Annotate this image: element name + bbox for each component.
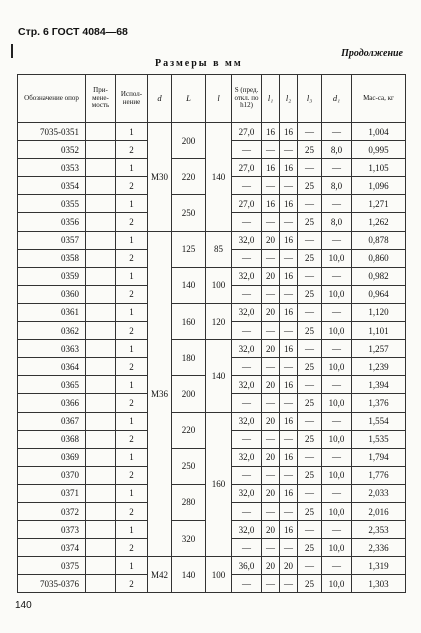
cell-l1: — [262,213,280,231]
cell-version: 1 [116,557,148,575]
cell-version: 1 [116,484,148,502]
cell-l3: 25 [298,539,322,557]
cell-mass: 1,794 [352,448,406,466]
cell-l2: 16 [280,521,298,539]
table-body [18,123,406,593]
cell-d1: 10,0 [322,285,352,303]
cell-l2: 16 [280,195,298,213]
cell-l3: — [298,448,322,466]
cell-l1: — [262,502,280,520]
cell-L-group: 200 [172,376,206,412]
cell-S: — [232,213,262,231]
cell-applicability [86,267,116,285]
cell-designation: 0370 [18,466,86,484]
cell-l3: — [298,557,322,575]
cell-applicability [86,575,116,593]
cell-l1: — [262,322,280,340]
cell-applicability [86,213,116,231]
cell-mass: 1,004 [352,123,406,141]
header-d: d [148,75,172,123]
cell-l1: 16 [262,159,280,177]
cell-d1: 10,0 [322,358,352,376]
cell-L-group: 250 [172,195,206,231]
cell-mass: 2,016 [352,502,406,520]
cell-designation: 0368 [18,430,86,448]
cell-S: 27,0 [232,123,262,141]
cell-l3: — [298,267,322,285]
cell-l1: — [262,430,280,448]
cell-d1: 10,0 [322,575,352,593]
cell-S: — [232,575,262,593]
cell-l1: 20 [262,376,280,394]
cell-applicability [86,322,116,340]
header-l1: l₁ [262,75,280,123]
cell-l3: 25 [298,394,322,412]
cell-S: 32,0 [232,231,262,249]
cell-applicability [86,141,116,159]
cell-l-group: 120 [206,303,232,339]
cell-version: 1 [116,521,148,539]
cell-S: — [232,539,262,557]
cell-designation: 0362 [18,322,86,340]
cell-l-group: 140 [206,123,232,232]
cell-designation: 0354 [18,177,86,195]
cell-applicability [86,249,116,267]
cell-d-group: M36 [148,231,172,557]
cell-applicability [86,340,116,358]
cell-l2: — [280,466,298,484]
cell-d1: — [322,303,352,321]
cell-S: — [232,358,262,376]
cell-l-group: 140 [206,340,232,412]
table-row [18,123,406,141]
cell-l3: 25 [298,322,322,340]
cell-d1: — [322,231,352,249]
cell-l3: — [298,231,322,249]
cell-applicability [86,448,116,466]
cell-applicability [86,484,116,502]
cell-mass: 2,353 [352,521,406,539]
cell-l1: — [262,285,280,303]
cell-S: — [232,466,262,484]
cell-l3: 25 [298,141,322,159]
cell-version: 2 [116,502,148,520]
cell-L-group: 140 [172,267,206,303]
cell-l2: — [280,358,298,376]
cell-l3: — [298,521,322,539]
cell-version: 2 [116,575,148,593]
cell-l-group: 100 [206,557,232,593]
cell-designation: 0367 [18,412,86,430]
cell-L-group: 125 [172,231,206,267]
cell-l1: — [262,249,280,267]
cell-version: 2 [116,213,148,231]
cell-l2: — [280,539,298,557]
cell-applicability [86,412,116,430]
cell-l-group: 100 [206,267,232,303]
cell-l1: — [262,539,280,557]
cell-applicability [86,285,116,303]
cell-designation: 0364 [18,358,86,376]
cell-mass: 1,554 [352,412,406,430]
cell-version: 1 [116,267,148,285]
cell-version: 1 [116,340,148,358]
cell-version: 2 [116,249,148,267]
cell-mass: 1,376 [352,394,406,412]
cell-S: 32,0 [232,267,262,285]
cell-l1: — [262,358,280,376]
cell-L-group: 220 [172,159,206,195]
cell-l2: 16 [280,123,298,141]
cell-designation: 0361 [18,303,86,321]
cell-version: 1 [116,159,148,177]
cell-version: 1 [116,376,148,394]
cell-l1: 20 [262,303,280,321]
cell-mass: 1,239 [352,358,406,376]
cell-mass: 1,394 [352,376,406,394]
cell-l1: 20 [262,484,280,502]
cell-l3: 25 [298,213,322,231]
cell-designation: 0369 [18,448,86,466]
cell-l3: 25 [298,430,322,448]
cell-mass: 1,257 [352,340,406,358]
table-row [18,267,406,285]
cell-mass: 2,033 [352,484,406,502]
cell-designation: 0359 [18,267,86,285]
cell-applicability [86,159,116,177]
cell-S: 32,0 [232,484,262,502]
cell-mass: 2,336 [352,539,406,557]
cell-designation: 7035-0351 [18,123,86,141]
cell-d1: 10,0 [322,394,352,412]
table-row [18,231,406,249]
cell-l3: 25 [298,502,322,520]
cell-L-group: 280 [172,484,206,520]
cell-version: 1 [116,195,148,213]
header-mass: Мас-са, кг [352,75,406,123]
cell-l2: 16 [280,267,298,285]
cell-l3: — [298,340,322,358]
cell-l2: — [280,141,298,159]
cell-S: 32,0 [232,376,262,394]
cell-designation: 0375 [18,557,86,575]
cell-d1: 8,0 [322,213,352,231]
cell-L-group: 140 [172,557,206,593]
cell-l2: 16 [280,231,298,249]
header-designation: Обозначение опор [18,75,86,123]
continuation-label: Продолжение [341,48,403,59]
cell-l2: — [280,249,298,267]
cell-S: 32,0 [232,412,262,430]
cell-version: 1 [116,231,148,249]
header-version: Испол-нение [116,75,148,123]
cell-l3: 25 [298,575,322,593]
cell-d1: 10,0 [322,466,352,484]
cell-applicability [86,358,116,376]
cell-version: 2 [116,394,148,412]
cell-version: 2 [116,322,148,340]
cell-S: 32,0 [232,448,262,466]
cell-applicability [86,430,116,448]
cell-S: — [232,502,262,520]
cell-mass: 1,271 [352,195,406,213]
cell-S: — [232,285,262,303]
cell-d1: 8,0 [322,141,352,159]
cell-l1: 20 [262,412,280,430]
cell-applicability [86,195,116,213]
header-l2: l₂ [280,75,298,123]
cell-designation: 0360 [18,285,86,303]
cell-applicability [86,557,116,575]
cell-L-group: 200 [172,123,206,159]
cell-designation: 0352 [18,141,86,159]
cell-applicability [86,177,116,195]
cell-l1: 20 [262,557,280,575]
cell-applicability [86,502,116,520]
header-L: L [172,75,206,123]
cell-mass: 1,105 [352,159,406,177]
cell-mass: 1,776 [352,466,406,484]
table-row [18,340,406,358]
cell-S: 32,0 [232,521,262,539]
header-l: l [206,75,232,123]
cell-designation: 0363 [18,340,86,358]
cell-l2: 16 [280,412,298,430]
cell-designation: 0358 [18,249,86,267]
cell-version: 2 [116,430,148,448]
cell-mass: 1,120 [352,303,406,321]
cell-version: 1 [116,303,148,321]
cell-d1: 10,0 [322,430,352,448]
cell-version: 2 [116,358,148,376]
cell-S: 32,0 [232,340,262,358]
page-number: 140 [15,600,32,611]
cell-applicability [86,123,116,141]
cell-l2: 16 [280,376,298,394]
cell-mass: 1,303 [352,575,406,593]
cell-mass: 1,101 [352,322,406,340]
table-title: Размеры в мм [155,58,243,69]
cell-l2: 20 [280,557,298,575]
cell-l1: — [262,575,280,593]
cell-applicability [86,376,116,394]
table-row [18,557,406,575]
cell-d1: 10,0 [322,249,352,267]
cell-l3: — [298,195,322,213]
cell-l1: 16 [262,195,280,213]
cell-l1: — [262,177,280,195]
cell-d1: — [322,412,352,430]
cell-l3: — [298,123,322,141]
cell-d1: 10,0 [322,539,352,557]
cell-l3: 25 [298,249,322,267]
cell-l3: 25 [298,358,322,376]
cell-l-group: 160 [206,412,232,557]
cell-S: 27,0 [232,195,262,213]
cell-l2: 16 [280,448,298,466]
cell-d1: 10,0 [322,502,352,520]
cell-applicability [86,394,116,412]
cell-l3: 25 [298,466,322,484]
cell-mass: 0,878 [352,231,406,249]
cell-d1: — [322,448,352,466]
cell-designation: 0353 [18,159,86,177]
cell-d1: — [322,376,352,394]
cell-l3: — [298,159,322,177]
cell-l3: 25 [298,285,322,303]
cell-l2: — [280,285,298,303]
cell-applicability [86,521,116,539]
cell-l1: — [262,394,280,412]
cell-L-group: 250 [172,448,206,484]
cell-designation: 0357 [18,231,86,249]
cell-version: 2 [116,539,148,557]
cell-mass: 1,096 [352,177,406,195]
cell-d1: — [322,267,352,285]
cell-applicability [86,539,116,557]
cell-S: 27,0 [232,159,262,177]
cell-version: 2 [116,466,148,484]
cell-l2: 16 [280,484,298,502]
cell-designation: 0355 [18,195,86,213]
dimensions-table [17,74,406,593]
cell-d1: — [322,521,352,539]
cell-l2: — [280,213,298,231]
cell-mass: 0,982 [352,267,406,285]
cell-l3: — [298,303,322,321]
cell-d1: — [322,159,352,177]
cell-d-group: M30 [148,123,172,232]
cell-designation: 0365 [18,376,86,394]
cell-L-group: 160 [172,303,206,339]
cell-l2: — [280,394,298,412]
cell-l3: — [298,484,322,502]
cell-l2: — [280,322,298,340]
cell-l1: — [262,141,280,159]
table-header-row [18,75,406,123]
page-header: Стр. 6 ГОСТ 4084—68 [18,26,128,38]
cell-L-group: 320 [172,521,206,557]
cell-d1: — [322,195,352,213]
cell-designation: 0371 [18,484,86,502]
cell-S: 36,0 [232,557,262,575]
cell-version: 1 [116,123,148,141]
cell-mass: 1,535 [352,430,406,448]
cell-designation: 0356 [18,213,86,231]
cell-designation: 0373 [18,521,86,539]
cell-d1: — [322,557,352,575]
table-row [18,303,406,321]
cell-mass: 1,262 [352,213,406,231]
cell-applicability [86,231,116,249]
cell-d1: 8,0 [322,177,352,195]
cell-l1: 20 [262,521,280,539]
cell-l-group: 85 [206,231,232,267]
cell-l2: 16 [280,159,298,177]
cell-l1: 20 [262,231,280,249]
cell-applicability [86,303,116,321]
cell-l2: — [280,575,298,593]
cell-d1: — [322,340,352,358]
cell-d-group: M42 [148,557,172,593]
header-d1: d₁ [322,75,352,123]
cell-l3: — [298,412,322,430]
cell-l3: 25 [298,177,322,195]
cell-version: 1 [116,448,148,466]
cell-d1: — [322,123,352,141]
cell-l1: 20 [262,448,280,466]
cell-l1: — [262,466,280,484]
cell-l1: 20 [262,267,280,285]
cell-applicability [86,466,116,484]
cell-S: 32,0 [232,303,262,321]
cell-designation: 0372 [18,502,86,520]
cell-l2: — [280,177,298,195]
cell-mass: 0,860 [352,249,406,267]
cell-designation: 7035-0376 [18,575,86,593]
cell-d1: — [322,484,352,502]
cell-S: — [232,430,262,448]
cell-l2: — [280,502,298,520]
cell-mass: 1,319 [352,557,406,575]
cell-L-group: 180 [172,340,206,376]
cell-version: 1 [116,412,148,430]
cell-designation: 0366 [18,394,86,412]
cell-l2: — [280,430,298,448]
cell-d1: 10,0 [322,322,352,340]
cell-mass: 0,995 [352,141,406,159]
cell-version: 2 [116,141,148,159]
cell-l3: — [298,376,322,394]
cell-l1: 20 [262,340,280,358]
table-row [18,412,406,430]
cell-S: — [232,322,262,340]
header-l3: l₃ [298,75,322,123]
cell-l1: 16 [262,123,280,141]
cell-designation: 0374 [18,539,86,557]
header-applicability: При-мене-мость [86,75,116,123]
cell-l2: 16 [280,303,298,321]
cell-version: 2 [116,177,148,195]
cell-version: 2 [116,285,148,303]
header-S: S (пред. откл. по h12) [232,75,262,123]
cell-S: — [232,394,262,412]
cell-mass: 0,964 [352,285,406,303]
cell-l2: 16 [280,340,298,358]
cell-S: — [232,249,262,267]
cell-L-group: 220 [172,412,206,448]
cell-S: — [232,177,262,195]
cell-S: — [232,141,262,159]
margin-mark [11,44,13,58]
